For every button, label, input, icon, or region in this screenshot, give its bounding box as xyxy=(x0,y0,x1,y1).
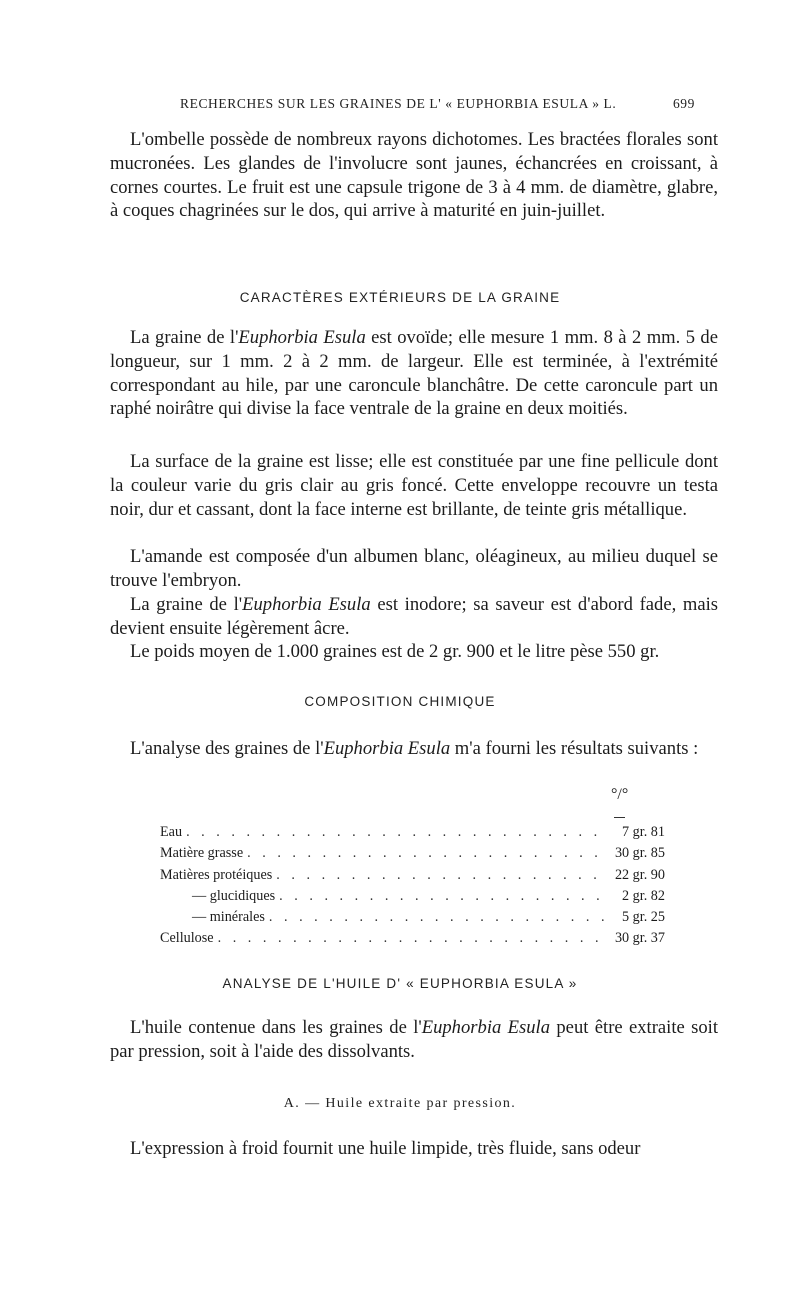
paragraph-oil-extraction xyxy=(110,1016,718,1064)
species-name: Euphorbia Esula xyxy=(242,594,371,615)
paragraph-text-end: peut être extraite soit par pression, soit à l'aide des dissolvants. xyxy=(110,1017,718,1062)
dot-leader xyxy=(182,822,605,843)
species-name: Euphorbia Esula xyxy=(238,327,366,348)
running-head xyxy=(180,96,695,112)
dot-leader xyxy=(275,886,605,907)
dot-leader xyxy=(243,843,605,864)
row-value: 22 gr. 90 xyxy=(614,866,665,883)
paragraph-text-start: L'analyse des graines de l' xyxy=(130,738,324,759)
row-label: Eau xyxy=(160,824,183,840)
row-value: 5 gr. 25 xyxy=(622,909,665,926)
subsection-heading-pressed-oil: A. — Huile extraite par pression. xyxy=(283,1096,517,1111)
row-label: Matière grasse xyxy=(160,845,244,862)
row-value: 2 gr. 82 xyxy=(622,887,665,904)
paragraph-text-end: est ovoïde; elle mesure 1 mm. 8 à 2 mm. 5 de longueur, sur 1 mm. 2 à 2 mm. de largeur. Elle est terminée, à l'extrémité correspondant au hile, par une caroncule blanchâtre. De cette caroncule part un raphé noirâtre qui divise la face ventrale de la graine en deux moitiés. xyxy=(110,327,718,420)
running-head-title: RECHERCHES SUR LES GRAINES DE L' « EUPHORBIA ESULA » L. xyxy=(180,96,617,111)
table-row xyxy=(160,843,665,864)
table-row xyxy=(160,865,665,886)
paragraph-seed-shape xyxy=(110,326,718,421)
species-name: Euphorbia Esula xyxy=(421,1017,551,1038)
paragraph-text-end: m'a fourni les résultats suivants : xyxy=(450,738,699,759)
table-row xyxy=(160,886,665,907)
section-heading-chemical-composition: COMPOSITION CHIMIQUE xyxy=(304,694,496,709)
table-row xyxy=(160,928,665,949)
row-value: 30 gr. 85 xyxy=(614,845,665,862)
composition-table xyxy=(160,822,665,950)
paragraph-analysis-intro xyxy=(110,737,718,761)
paragraph-seed-surface: La surface de la graine est lisse; elle est constituée par une fine pellicule dont la couleur varie du gris clair au gris foncé. Cette enveloppe recouvre un testa noir, dur et cassant, dont la face interne est brillante, de teinte gris métallique. xyxy=(110,451,718,520)
page-number: 699 xyxy=(672,96,695,111)
paragraph-text-end: est inodore; sa saveur est d'abord fade, mais devient ensuite légèrement âcre. xyxy=(110,594,718,639)
row-label: — minérales xyxy=(192,909,265,926)
section-heading-external-characters: CARACTÈRES EXTÉRIEURS DE LA GRAINE xyxy=(239,290,561,305)
table-row xyxy=(160,907,665,928)
row-value: 7 gr. 81 xyxy=(622,824,665,840)
dot-leader xyxy=(265,907,605,928)
percent-unit-label: °/° xyxy=(611,786,629,803)
species-name: Euphorbia Esula xyxy=(323,738,451,759)
paragraph-text-start: La graine de l' xyxy=(130,327,239,348)
paragraph-cold-expression: L'expression à froid fournit une huile limpide, très fluide, sans odeur xyxy=(130,1138,641,1159)
intro-paragraph: L'ombelle possède de nombreux rayons dichotomes. Les bractées florales sont mucronées. Les glandes de l'involucre sont jaunes, échancrées en croissant, à cornes courtes. Le fruit est une capsule trigone de 3 à 4 mm. de diamètre, glabre, à coques chagrinées sur le dos, qui arrive à maturité en juin-juillet. xyxy=(110,129,718,222)
row-label: — glucidiques xyxy=(192,887,276,904)
paragraph-weight: Le poids moyen de 1.000 graines est de 2 gr. 900 et le litre pèse 550 gr. xyxy=(130,641,660,662)
row-value: 30 gr. 37 xyxy=(614,930,665,947)
table-row xyxy=(160,822,665,843)
row-label: Matières protéiques xyxy=(160,866,273,883)
paragraph-almond: L'amande est composée d'un albumen blanc, oléagineux, au milieu duquel se trouve l'embryon. xyxy=(110,546,718,591)
paragraph-text-start: La graine de l' xyxy=(130,594,243,615)
paragraph-odor-taste xyxy=(110,593,718,641)
section-heading-oil-analysis: ANALYSE DE L'HUILE D' « EUPHORBIA ESULA » xyxy=(222,976,578,991)
unit-rule xyxy=(614,817,625,818)
dot-leader xyxy=(214,928,605,949)
row-label: Cellulose xyxy=(160,930,214,947)
dot-leader xyxy=(272,865,605,886)
paragraph-text-start: L'huile contenue dans les graines de l' xyxy=(130,1017,422,1038)
